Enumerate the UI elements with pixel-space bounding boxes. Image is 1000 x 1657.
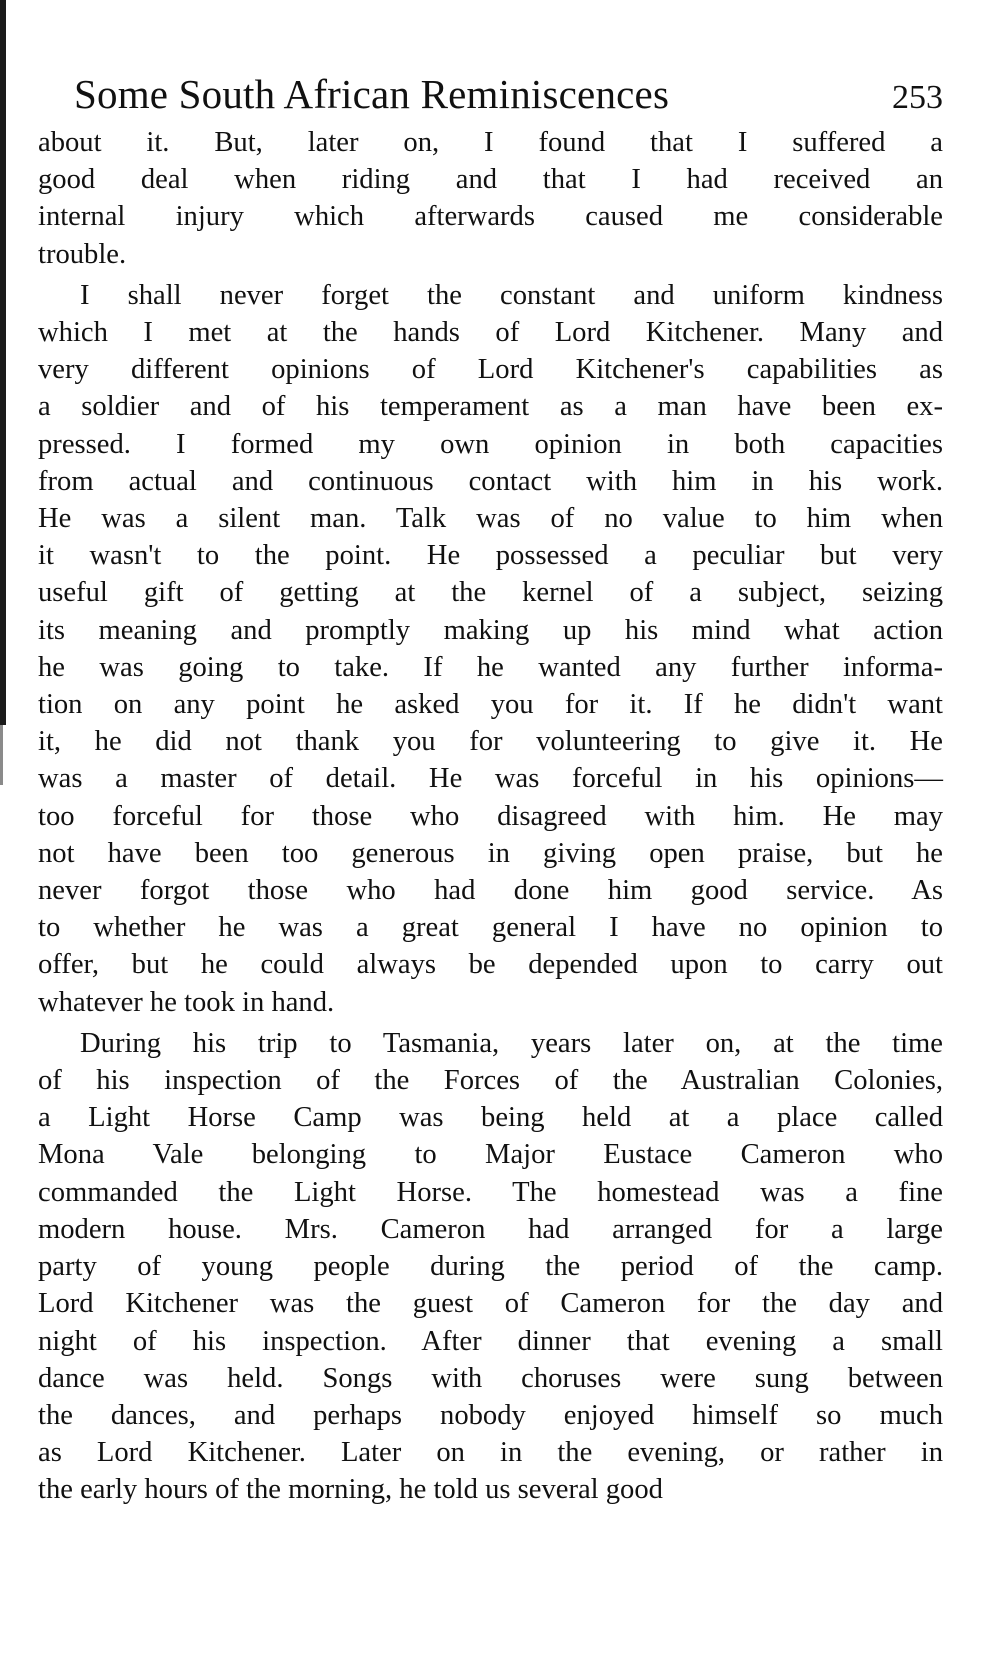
page-binding-mark [0, 725, 3, 785]
paragraph [38, 124, 943, 273]
text-line: Mona Vale belonging to Major Eustace Cameron who [38, 1139, 943, 1171]
text-line: commanded the Light Horse. The homestead was a fine [38, 1176, 943, 1208]
text-line: trouble. [38, 238, 127, 270]
text-line: modern house. Mrs. Cameron had arranged for a large [38, 1213, 943, 1245]
text-line: very different opinions of Lord Kitchener's capabilities as [38, 354, 943, 386]
text-line: night of his inspection. After dinner that evening a small [38, 1325, 943, 1357]
text-line: never forgot those who had done him good service. As [38, 875, 943, 907]
text-line: I shall never forget the constant and uniform kindness [80, 279, 943, 311]
body-text [38, 124, 943, 1509]
text-line: During his trip to Tasmania, years later on, at the time [80, 1027, 943, 1059]
text-line: it, he did not thank you for volunteering to give it. He [38, 726, 943, 758]
text-line: Lord Kitchener was the guest of Cameron for the day and [38, 1288, 943, 1320]
text-line: good deal when riding and that I had received an [38, 164, 943, 196]
text-line: from actual and continuous contact with him in his work. [38, 465, 943, 497]
paragraph [38, 1025, 943, 1509]
text-line: as Lord Kitchener. Later on in the evening, or rather in [38, 1437, 943, 1469]
running-head-title: Some South African Reminiscences [74, 71, 670, 117]
text-line: tion on any point he asked you for it. If he didn't want [38, 689, 943, 721]
text-line: party of young people during the period of the camp. [38, 1251, 943, 1283]
paragraph [38, 277, 943, 1021]
text-line: not have been too generous in giving open praise, but he [38, 837, 943, 869]
text-line: its meaning and promptly making up his mind what action [38, 614, 943, 646]
text-line: which I met at the hands of Lord Kitchener. Many and [38, 317, 943, 349]
text-line: of his inspection of the Forces of the Australian Colonies, [38, 1065, 943, 1097]
text-line: whatever he took in hand. [38, 986, 335, 1018]
text-line: too forceful for those who disagreed with him. He may [38, 800, 943, 832]
book-page [38, 70, 943, 1509]
text-line: dance was held. Songs with choruses were sung between [38, 1362, 943, 1394]
text-line: the dances, and perhaps nobody enjoyed himself so much [38, 1399, 943, 1431]
running-head [74, 70, 943, 118]
text-line: to whether he was a great general I have no opinion to [38, 912, 943, 944]
text-line: He was a silent man. Talk was of no value to him when [38, 503, 943, 535]
text-line: useful gift of getting at the kernel of a subject, seizing [38, 577, 943, 609]
text-line: internal injury which afterwards caused me considerable [38, 201, 943, 233]
text-line: a soldier and of his temperament as a man have been ex- [38, 391, 943, 423]
text-line: offer, but he could always be depended upon to carry out [38, 949, 943, 981]
page-binding-edge [0, 0, 6, 725]
text-line: about it. But, later on, I found that I suffered a [38, 127, 943, 158]
text-line: he was going to take. If he wanted any further informa- [38, 651, 943, 683]
page-number: 253 [892, 79, 943, 116]
text-line: it wasn't to the point. He possessed a peculiar but very [38, 540, 943, 572]
text-line: pressed. I formed my own opinion in both capacities [38, 428, 943, 460]
text-line: a Light Horse Camp was being held at a place called [38, 1102, 943, 1134]
text-line: was a master of detail. He was forceful in his opinions— [38, 763, 943, 795]
text-line: the early hours of the morning, he told us several good [38, 1474, 663, 1506]
